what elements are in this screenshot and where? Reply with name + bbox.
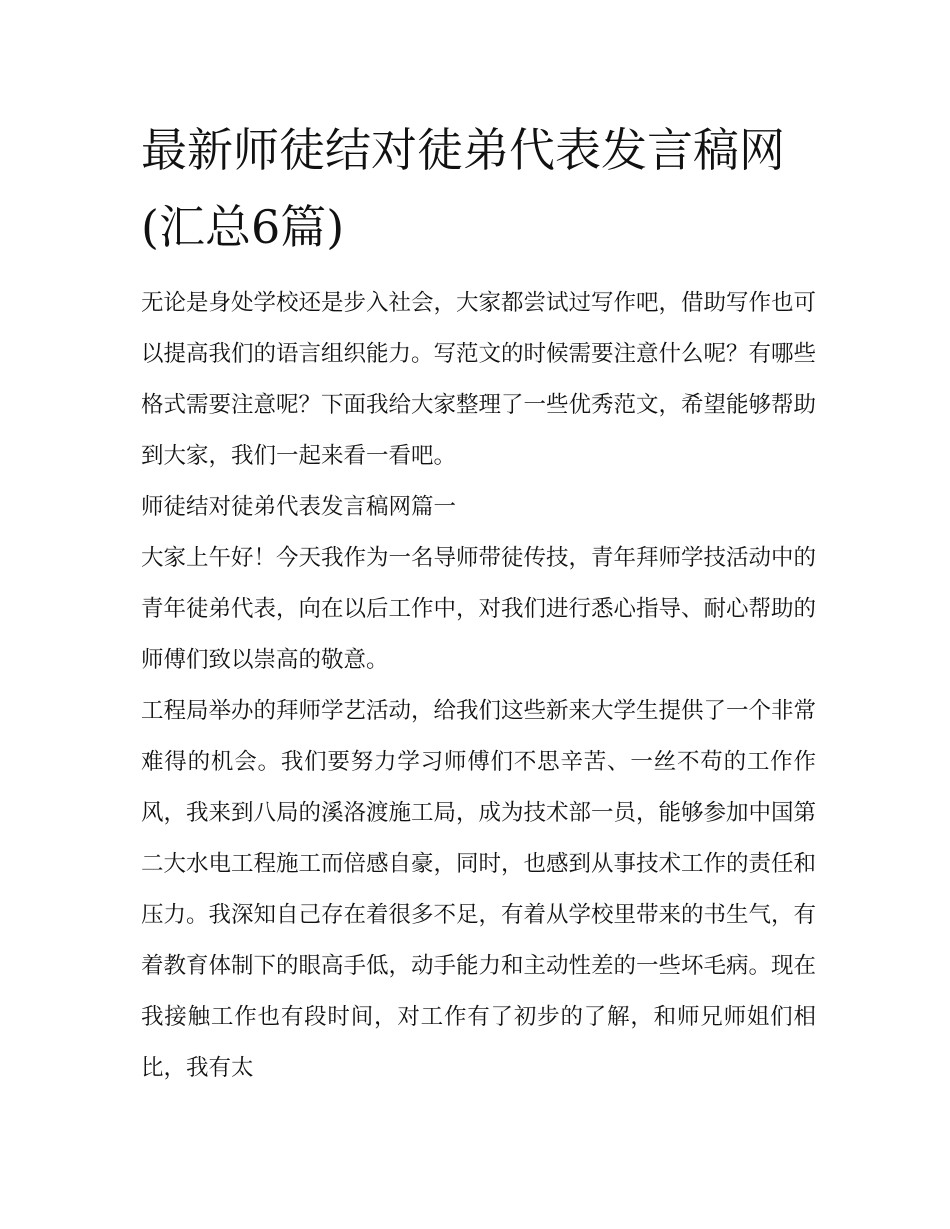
intro-paragraph: 无论是身处学校还是步入社会，大家都尝试过写作吧，借助写作也可以提高我们的语言组织能力。写范文的时候需要注意什么呢？有哪些格式需要注意呢？下面我给大家整理了一些优秀范文，希望能够帮助到大家，我们一起来看一看吧。 (141, 290, 817, 469)
section-heading: 师徒结对徒弟代表发言稿网篇一 (141, 494, 457, 520)
document-title: 最新师徒结对徒弟代表发言稿网(汇总6篇) (141, 123, 785, 254)
document-body (141, 112, 816, 1094)
body-paragraph: 大家上午好！今天我作为一名导师带徒传技，青年拜师学技活动中的青年徒弟代表，向在以后工作中，对我们进行悉心指导、耐心帮助的师傅们致以崇高的敬意。 (141, 545, 817, 673)
body-paragraph: 工程局举办的拜师学艺活动，给我们这些新来大学生提供了一个非常难得的机会。我们要努力学习师傅们不思辛苦、一丝不苟的工作作风，我来到八局的溪洛渡施工局，成为技术部一员，能够参加中国第二大水电工程施工而倍感自豪，同时，也感到从事技术工作的责任和压力。我深知自己存在着很多不足，有着从学校里带来的书生气，有着教育体制下的眼高手低，动手能力和主动性差的一些坏毛病。现在我接触工作也有段时间，对工作有了初步的了解，和师兄师姐们相比，我有太 (141, 698, 817, 1081)
